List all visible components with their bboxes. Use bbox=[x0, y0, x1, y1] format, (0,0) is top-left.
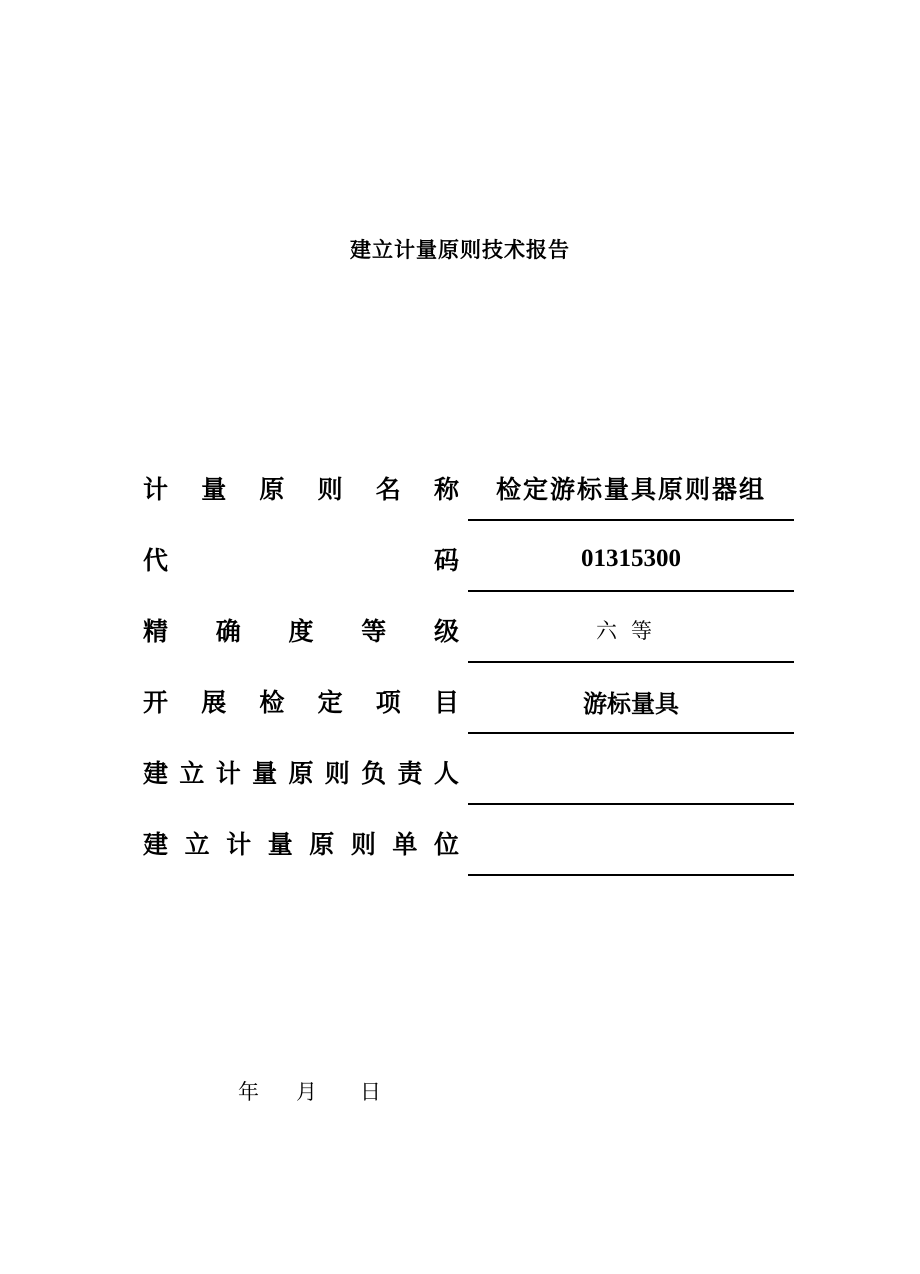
field-code bbox=[0, 529, 920, 589]
date-day: 日 bbox=[360, 1080, 381, 1104]
date-month: 月 bbox=[296, 1080, 317, 1104]
field-label: 建 立 计 量 原 则 负 责 人 bbox=[143, 759, 459, 788]
field-value: 检定游标量具原则器组 bbox=[495, 475, 766, 504]
field-label: 精 确 度 等 级 bbox=[143, 617, 459, 646]
field-label: 代 码 bbox=[143, 546, 459, 575]
field-value: 六等 bbox=[596, 619, 666, 643]
field-value: 游标量具 bbox=[583, 689, 679, 718]
field-value: 01315300 bbox=[581, 545, 681, 572]
underline bbox=[468, 732, 794, 734]
underline bbox=[468, 590, 794, 592]
field-responsible-person bbox=[0, 742, 920, 802]
report-title: 建立计量原则技术报告 bbox=[350, 238, 570, 262]
field-accuracy-grade bbox=[0, 600, 920, 660]
underline bbox=[468, 803, 794, 805]
date-year: 年 bbox=[238, 1080, 259, 1104]
field-value bbox=[468, 742, 794, 802]
field-label: 计 量 原 则 名 称 bbox=[143, 475, 459, 504]
field-verification-item bbox=[0, 671, 920, 731]
date-line bbox=[238, 1076, 381, 1106]
underline bbox=[468, 874, 794, 876]
field-value bbox=[468, 813, 794, 873]
field-establishing-unit bbox=[0, 813, 920, 873]
underline bbox=[468, 519, 794, 521]
field-label: 开 展 检 定 项 目 bbox=[143, 688, 459, 717]
field-standard-name bbox=[0, 458, 920, 518]
underline bbox=[468, 661, 794, 663]
field-label: 建 立 计 量 原 则 单 位 bbox=[143, 830, 459, 859]
